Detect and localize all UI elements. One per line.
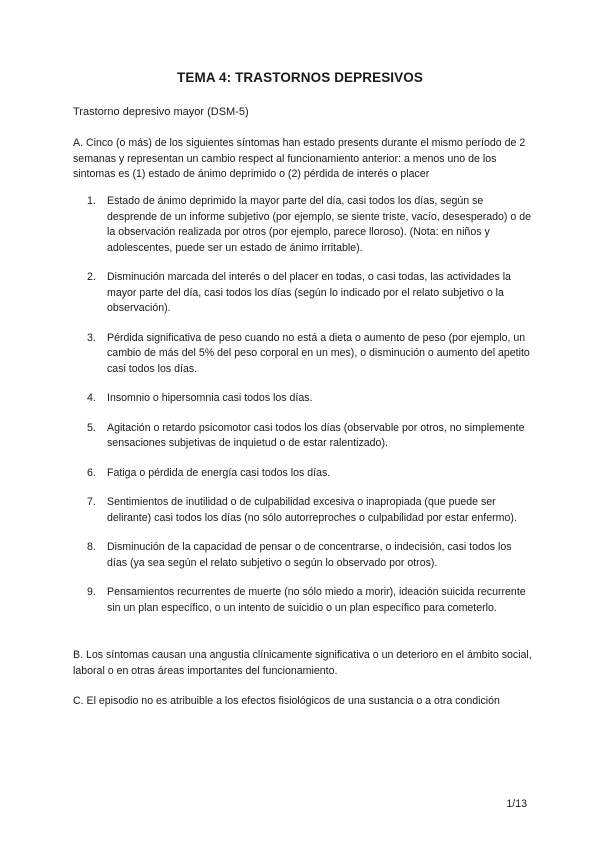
- list-item-number: 1.: [87, 195, 96, 207]
- page-number: 1/13: [506, 798, 527, 810]
- list-item: [73, 194, 533, 256]
- section-subtitle: Trastorno depresivo mayor (DSM-5): [73, 106, 249, 118]
- list-item: [73, 495, 533, 526]
- list-item-text: Pensamientos recurrentes de muerte (no sólo miedo a morir), ideación suicida recurrente sin un plan específico, o un intento de suicidio o un plan específico para cometerlo.: [107, 586, 526, 614]
- list-item-text: Fatiga o pérdida de energía casi todos los días.: [107, 466, 331, 479]
- list-item-text: Disminución marcada del interés o del placer en todas, o casi todas, las actividades la mayor parte del día, casi todos los días (según lo indicado por el relato subjetivo o la observación).: [107, 271, 511, 314]
- list-item-number: 3.: [87, 331, 96, 344]
- list-item: [73, 585, 533, 616]
- list-item-number: 5.: [87, 421, 96, 434]
- criterion-b-paragraph: B. Los síntomas causan una angustia clínicamente significativa o un deterioro en el ámbito social, laboral o en otras áreas importantes del funcionamiento.: [73, 649, 532, 677]
- list-item-number: 4.: [87, 392, 96, 404]
- list-item-text: Estado de ánimo deprimido la mayor parte del día, casi todos los días, según se desprende de un informe subjetivo (por ejemplo, se siente triste, vacío, desesperado) o de la observación realizada por otros (por ejemplo, parece lloroso). (Nota: en niños y adolescentes, puede ser un estado de ánimo irritable).: [107, 195, 531, 254]
- list-item-text: Sentimientos de inutilidad o de culpabilidad excesiva o inapropiada (que puede ser delirante) casi todos los días (no sólo autorreproches o culpabilidad por estar enfermo).: [107, 496, 517, 524]
- list-item: [73, 540, 533, 571]
- list-item-text: Pérdida significativa de peso cuando no está a dieta o aumento de peso (por ejemplo, un cambio de más del 5% del peso corporal en un mes), o disminución o aumento del apetito casi todos los días.: [107, 331, 530, 375]
- criterion-c-paragraph: C. El episodio no es atribuible a los efectos fisiológicos de una sustancia o a otra condición: [73, 695, 500, 707]
- list-item-number: 8.: [87, 541, 96, 553]
- symptom-list: [73, 194, 533, 616]
- list-item: [73, 466, 533, 482]
- list-item: [73, 331, 533, 378]
- list-item-number: 2.: [87, 271, 96, 283]
- list-item-text: Agitación o retardo psicomotor casi todos los días (observable por otros, no simplemente sensaciones subjetivas de inquietud o de estar ralentizado).: [107, 421, 525, 449]
- list-item-text: Insomnio o hipersomnia casi todos los días.: [107, 392, 313, 404]
- list-item: [73, 421, 533, 452]
- list-item-number: 9.: [87, 586, 96, 598]
- list-item-number: 7.: [87, 496, 96, 508]
- criterion-a-paragraph: A. Cinco (o más) de los siguientes síntomas han estado presents durante el mismo período de 2 semanas y representan un cambio respect al funcionamiento anterior: a menos uno de los sintomas es (1) estado de ánimo deprimido o (2) pérdida de interés o placer: [73, 137, 526, 180]
- list-item-number: 6.: [87, 466, 96, 479]
- list-item: [73, 270, 533, 317]
- list-item: [73, 391, 533, 407]
- list-item-text: Disminución de la capacidad de pensar o de concentrarse, o indecisión, casi todos los días (ya sea según el relato subjetivo o según lo observado por otros).: [107, 541, 512, 569]
- page-title: TEMA 4: TRASTORNOS DEPRESIVOS: [177, 70, 423, 85]
